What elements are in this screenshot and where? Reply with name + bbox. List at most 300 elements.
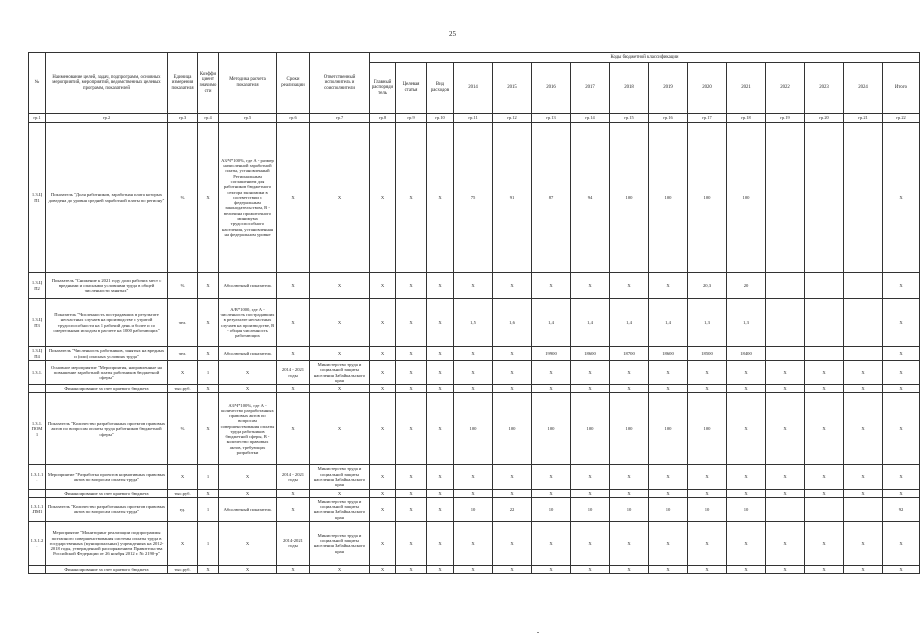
table-cell: X bbox=[727, 465, 766, 489]
row-code: 1.3.ЦП1 bbox=[29, 123, 46, 273]
table-cell: % bbox=[168, 123, 198, 273]
column-number: гр.19 bbox=[766, 114, 805, 123]
table-cell: X bbox=[370, 299, 396, 347]
header-year: 2019 bbox=[649, 63, 688, 114]
table-row bbox=[29, 273, 920, 299]
header-year: 2020 bbox=[688, 63, 727, 114]
table-cell: X bbox=[277, 299, 310, 347]
table-cell: X bbox=[454, 273, 493, 299]
table-cell: X bbox=[766, 565, 805, 573]
table-cell: X bbox=[727, 393, 766, 465]
table-cell bbox=[766, 347, 805, 361]
table-cell: X bbox=[493, 521, 532, 565]
table-cell: X bbox=[883, 385, 920, 393]
column-number: гр.18 bbox=[727, 114, 766, 123]
table-cell: X bbox=[370, 347, 396, 361]
header-year: 2024 bbox=[844, 63, 883, 114]
table-cell: X bbox=[277, 497, 310, 521]
row-code: 1.3.1.2. bbox=[29, 521, 46, 565]
table-cell: X bbox=[370, 385, 396, 393]
table-cell: X bbox=[649, 273, 688, 299]
header-year: 2018 bbox=[610, 63, 649, 114]
table-cell: 100 bbox=[649, 123, 688, 273]
table-cell: X bbox=[649, 521, 688, 565]
column-number: гр.6 bbox=[277, 114, 310, 123]
table-cell: X bbox=[688, 465, 727, 489]
table-cell bbox=[766, 273, 805, 299]
table-cell: 100 bbox=[649, 393, 688, 465]
table-cell: X bbox=[370, 497, 396, 521]
table-cell: X bbox=[277, 347, 310, 361]
table-cell: Абсолютный показатель bbox=[219, 273, 277, 299]
table-cell: 91 bbox=[493, 123, 532, 273]
table-cell: X bbox=[396, 347, 427, 361]
table-cell: 10 bbox=[610, 497, 649, 521]
header-period: Сроки реализации bbox=[277, 53, 310, 114]
table-cell: X bbox=[198, 123, 219, 273]
table-cell: X bbox=[844, 521, 883, 565]
table-cell: X bbox=[766, 361, 805, 385]
column-number: гр.13 bbox=[532, 114, 571, 123]
table-cell: X bbox=[883, 347, 920, 361]
table-cell: 100 bbox=[532, 393, 571, 465]
table-cell: X bbox=[610, 489, 649, 497]
table-cell: X bbox=[277, 565, 310, 573]
row-name: Финансирование за счет краевого бюджета bbox=[46, 565, 168, 573]
row-name: Основное мероприятие "Мероприятия, направленные на повышение заработной платы работников бюджетной сферы" bbox=[46, 361, 168, 385]
table-cell bbox=[805, 299, 844, 347]
row-name: Показатель "Доля работников, заработная плата которых доведена до уровня средней заработной платы по региону" bbox=[46, 123, 168, 273]
table-cell: X bbox=[571, 465, 610, 489]
table-cell: X bbox=[277, 393, 310, 465]
table-cell: X bbox=[198, 347, 219, 361]
table-cell: X bbox=[649, 465, 688, 489]
column-number: гр.10 bbox=[427, 114, 454, 123]
table-row bbox=[29, 361, 920, 385]
table-cell: X bbox=[396, 497, 427, 521]
table-cell: Министерство труда и социальной защиты населения Забайкальского края bbox=[310, 465, 370, 489]
table-cell: X bbox=[883, 361, 920, 385]
table-cell: X bbox=[844, 565, 883, 573]
table-cell bbox=[766, 497, 805, 521]
table-cell: 2014-2021 годы bbox=[277, 521, 310, 565]
header-total: Итого bbox=[883, 63, 920, 114]
table-cell: 94 bbox=[571, 123, 610, 273]
table-cell: X bbox=[427, 299, 454, 347]
table-cell: X bbox=[571, 361, 610, 385]
row-name: Показатель "Численность работников, занятых на вредных и (или) опасных условиях труда" bbox=[46, 347, 168, 361]
row-code bbox=[29, 489, 46, 497]
table-cell: X bbox=[649, 565, 688, 573]
table-cell bbox=[844, 123, 883, 273]
table-cell: X bbox=[805, 565, 844, 573]
table-cell: X bbox=[427, 347, 454, 361]
table-cell: X bbox=[493, 489, 532, 497]
table-row bbox=[29, 521, 920, 565]
table-cell: X bbox=[454, 361, 493, 385]
table-cell: X bbox=[532, 385, 571, 393]
table-cell: тыс.руб. bbox=[168, 385, 198, 393]
table-cell bbox=[805, 273, 844, 299]
table-cell: 10 bbox=[649, 497, 688, 521]
table-cell: X bbox=[766, 489, 805, 497]
header-unit: Единица измерения показателя bbox=[168, 53, 198, 114]
table-cell: X bbox=[396, 361, 427, 385]
table-cell: X bbox=[427, 361, 454, 385]
table-cell: X bbox=[396, 299, 427, 347]
table-cell: X bbox=[805, 489, 844, 497]
table-cell: X bbox=[454, 347, 493, 361]
table-cell: X bbox=[370, 565, 396, 573]
table-cell: X bbox=[688, 489, 727, 497]
table-cell: X bbox=[277, 489, 310, 497]
table-cell: 1 bbox=[198, 361, 219, 385]
table-cell: X bbox=[396, 521, 427, 565]
table-cell: X bbox=[532, 465, 571, 489]
table-cell: X bbox=[727, 361, 766, 385]
table-row bbox=[29, 385, 920, 393]
table-cell: X bbox=[370, 465, 396, 489]
table-cell: X bbox=[610, 361, 649, 385]
table-cell: 1,5 bbox=[454, 299, 493, 347]
header-year: 2022 bbox=[766, 63, 805, 114]
table-cell: X bbox=[370, 393, 396, 465]
row-code: 1.3.1.1. bbox=[29, 465, 46, 489]
table-cell: 1,3 bbox=[688, 299, 727, 347]
table-cell: X bbox=[493, 385, 532, 393]
table-cell: X bbox=[168, 361, 198, 385]
table-cell: X bbox=[571, 273, 610, 299]
table-cell: X bbox=[727, 565, 766, 573]
table-cell: X bbox=[805, 385, 844, 393]
table-cell: X bbox=[493, 273, 532, 299]
table-cell: 100 bbox=[727, 123, 766, 273]
table-cell: % bbox=[168, 393, 198, 465]
table-cell: 87 bbox=[532, 123, 571, 273]
table-cell: X bbox=[766, 385, 805, 393]
table-cell: X bbox=[727, 521, 766, 565]
table-body bbox=[29, 114, 920, 574]
table-cell: X bbox=[310, 299, 370, 347]
header-coef: Коэффициент значимости bbox=[198, 53, 219, 114]
table-cell: X bbox=[370, 521, 396, 565]
header-year: 2016 bbox=[532, 63, 571, 114]
header-name: Наименование целей, задач, подпрограмм, основных мероприятий, мероприятий, ведомственных целевых программ, показателей bbox=[46, 53, 168, 114]
table-cell: X bbox=[844, 361, 883, 385]
column-number: гр.20 bbox=[805, 114, 844, 123]
table-cell: 20 bbox=[727, 273, 766, 299]
table-cell: X bbox=[610, 565, 649, 573]
table-cell: X bbox=[396, 123, 427, 273]
table-cell: X bbox=[310, 565, 370, 573]
table-cell: 1,3 bbox=[727, 299, 766, 347]
table-cell: 100 bbox=[610, 393, 649, 465]
table-cell: X bbox=[396, 565, 427, 573]
table-row bbox=[29, 497, 920, 521]
row-code: 1.3.ЦП4 bbox=[29, 347, 46, 361]
table-cell: 18600 bbox=[649, 347, 688, 361]
header-method: Методика расчета показателя bbox=[219, 53, 277, 114]
table-cell: 100 bbox=[610, 123, 649, 273]
table-cell: тыс.руб. bbox=[168, 565, 198, 573]
column-number: гр.8 bbox=[370, 114, 396, 123]
table-cell: X bbox=[198, 273, 219, 299]
table-cell bbox=[766, 299, 805, 347]
table-cell: X bbox=[198, 565, 219, 573]
table-cell bbox=[805, 123, 844, 273]
table-cell bbox=[844, 273, 883, 299]
table-cell: 20,3 bbox=[688, 273, 727, 299]
header-bcc-group: Коды бюджетной классификации bbox=[370, 53, 920, 63]
table-cell: X bbox=[883, 273, 920, 299]
table-row bbox=[29, 299, 920, 347]
table-cell: ед. bbox=[168, 497, 198, 521]
table-cell: X bbox=[883, 393, 920, 465]
table-cell: X bbox=[532, 521, 571, 565]
table-cell: X bbox=[610, 385, 649, 393]
table-cell: X bbox=[571, 489, 610, 497]
row-name: Показатель "Снижение к 2021 году доли рабочих мест с вредными и опасными условиями труда в общей численности занятых" bbox=[46, 273, 168, 299]
table-cell: X bbox=[610, 273, 649, 299]
row-name: Финансирование за счет краевого бюджета bbox=[46, 385, 168, 393]
table-cell: X bbox=[370, 361, 396, 385]
table-cell: X bbox=[454, 489, 493, 497]
table-cell: X bbox=[198, 393, 219, 465]
table-cell: А/В*1000, где А - численность пострадавших в результате несчастных случаев на производстве, В - общая численность работающих bbox=[219, 299, 277, 347]
table-cell: X bbox=[844, 385, 883, 393]
table-cell: 100 bbox=[493, 393, 532, 465]
header-year: 2023 bbox=[805, 63, 844, 114]
table-cell: X bbox=[370, 123, 396, 273]
table-cell: X bbox=[427, 489, 454, 497]
table-cell: X bbox=[310, 489, 370, 497]
column-number-row bbox=[29, 114, 920, 123]
table-cell bbox=[805, 497, 844, 521]
table-cell: 18500 bbox=[688, 347, 727, 361]
column-number: гр.2 bbox=[46, 114, 168, 123]
table-cell: X bbox=[883, 565, 920, 573]
column-number: гр.17 bbox=[688, 114, 727, 123]
table-cell: X bbox=[427, 497, 454, 521]
table-cell: X bbox=[805, 521, 844, 565]
table-cell: X bbox=[493, 347, 532, 361]
table-cell: X bbox=[571, 385, 610, 393]
table-cell: X bbox=[766, 465, 805, 489]
row-name: Показатель "Количество разработанных проектов правовых актов по вопросам оплаты труда" bbox=[46, 497, 168, 521]
table-cell: X bbox=[493, 361, 532, 385]
row-code: 1.3.1.ПОМ1 bbox=[29, 393, 46, 465]
table-cell: X bbox=[805, 393, 844, 465]
header-year: 2014 bbox=[454, 63, 493, 114]
table-cell: X bbox=[532, 361, 571, 385]
table-cell: X bbox=[454, 565, 493, 573]
table-cell: X bbox=[766, 393, 805, 465]
table-cell: X bbox=[370, 489, 396, 497]
table-cell: X bbox=[396, 393, 427, 465]
table-cell: X bbox=[532, 489, 571, 497]
table-row bbox=[29, 565, 920, 573]
table-cell: 18400 bbox=[727, 347, 766, 361]
row-code bbox=[29, 385, 46, 393]
table-cell: X bbox=[277, 273, 310, 299]
table-cell: X bbox=[844, 465, 883, 489]
column-number: гр.9 bbox=[396, 114, 427, 123]
table-cell: X bbox=[427, 565, 454, 573]
table-cell: X bbox=[883, 521, 920, 565]
header-target-article: Целевая статья bbox=[396, 63, 427, 114]
table-cell: X bbox=[766, 521, 805, 565]
table-cell: 1,4 bbox=[571, 299, 610, 347]
row-name: Финансирование за счет краевого бюджета bbox=[46, 489, 168, 497]
row-code: 1.3.ЦП3 bbox=[29, 299, 46, 347]
table-cell: X bbox=[493, 465, 532, 489]
table-cell: X bbox=[727, 489, 766, 497]
table-cell: X bbox=[571, 565, 610, 573]
row-name: Мероприятие "Мониторинг реализации подпрограммы поэтапного совершенствования системы оплаты труда в государственных (муниципальных) учреждениях на 2012-2018 годы, утвержденной распоряжением Правительства Российской Федерации от 26 ноября 2012 г. № 2190-р" bbox=[46, 521, 168, 565]
table-cell: X bbox=[454, 465, 493, 489]
table-cell: 1,4 bbox=[532, 299, 571, 347]
table-cell: X bbox=[610, 465, 649, 489]
table-cell: 1 bbox=[198, 497, 219, 521]
table-cell: X bbox=[688, 565, 727, 573]
table-cell: X bbox=[532, 273, 571, 299]
table-row bbox=[29, 393, 920, 465]
table-cell: X bbox=[805, 465, 844, 489]
table-cell: X bbox=[168, 521, 198, 565]
table-cell: X bbox=[168, 465, 198, 489]
table-cell: 2014 - 2021 годы bbox=[277, 465, 310, 489]
table-cell: X bbox=[310, 273, 370, 299]
row-code: 1.3.ЦП2 bbox=[29, 273, 46, 299]
table-row bbox=[29, 465, 920, 489]
column-number: гр.4 bbox=[198, 114, 219, 123]
table-row bbox=[29, 489, 920, 497]
header-year: 2021 bbox=[727, 63, 766, 114]
table-cell: X bbox=[427, 123, 454, 273]
table-cell: 18600 bbox=[571, 347, 610, 361]
table-cell: чел. bbox=[168, 347, 198, 361]
column-number: гр.12 bbox=[493, 114, 532, 123]
header-grbs: Главный распорядитель bbox=[370, 63, 396, 114]
table-cell: X bbox=[277, 123, 310, 273]
row-name: Мероприятие "Разработка проектов нормативных правовых актов по вопросам оплаты труда" bbox=[46, 465, 168, 489]
table-cell: X bbox=[805, 361, 844, 385]
column-number: гр.22 bbox=[883, 114, 920, 123]
program-table bbox=[28, 52, 920, 574]
table-cell: X bbox=[454, 521, 493, 565]
table-cell: X bbox=[277, 385, 310, 393]
table-cell: X bbox=[198, 385, 219, 393]
table-cell: X bbox=[688, 385, 727, 393]
column-number: гр.16 bbox=[649, 114, 688, 123]
table-cell: % bbox=[168, 273, 198, 299]
table-cell: X bbox=[649, 489, 688, 497]
table-cell: 1 bbox=[198, 521, 219, 565]
table-cell: X bbox=[310, 123, 370, 273]
table-row bbox=[29, 123, 920, 273]
table-cell: X bbox=[454, 385, 493, 393]
row-name: Показатель "Численность пострадавших в результате несчастных случаев на производстве с утратой трудоспособности на 1 рабочий день и более и со смертельным исходом в расчете на 1000 работающих" bbox=[46, 299, 168, 347]
column-number: гр.15 bbox=[610, 114, 649, 123]
table-cell: X bbox=[532, 565, 571, 573]
table-cell: тыс.руб. bbox=[168, 489, 198, 497]
table-cell: 100 bbox=[688, 393, 727, 465]
table-cell: Министерство труда и социальной защиты населения Забайкальского края bbox=[310, 497, 370, 521]
row-name: Показатель "Количество разработанных проектов правовых актов по вопросам оплаты труда работников бюджетной сферы" bbox=[46, 393, 168, 465]
table-cell: X bbox=[310, 393, 370, 465]
table-cell: 10 bbox=[532, 497, 571, 521]
column-number: гр.14 bbox=[571, 114, 610, 123]
table-cell: X bbox=[844, 489, 883, 497]
table-cell: АЗ/Ч*100%, где А - количество разработанных правовых актов по вопросам совершенствования оплаты труда работников бюджетной сферы, В - количество правовых актов, требующих разработки bbox=[219, 393, 277, 465]
page-number: 25 bbox=[449, 30, 456, 38]
table-cell: Министерство труда и социальной защиты населения Забайкальского края bbox=[310, 361, 370, 385]
table-cell: 100 bbox=[454, 393, 493, 465]
table-cell: X bbox=[396, 465, 427, 489]
table-cell: X bbox=[493, 565, 532, 573]
table-cell: 19900 bbox=[532, 347, 571, 361]
table-cell: 100 bbox=[688, 123, 727, 273]
table-cell: X bbox=[688, 521, 727, 565]
table-cell: X bbox=[427, 393, 454, 465]
table-cell: 92 bbox=[883, 497, 920, 521]
column-number: гр.11 bbox=[454, 114, 493, 123]
table-cell: 1,6 bbox=[493, 299, 532, 347]
table-cell bbox=[766, 123, 805, 273]
column-number: гр.5 bbox=[219, 114, 277, 123]
table-cell bbox=[844, 497, 883, 521]
table-cell: X bbox=[219, 361, 277, 385]
table-cell bbox=[844, 347, 883, 361]
table-cell: X bbox=[427, 385, 454, 393]
table-cell: 1,4 bbox=[649, 299, 688, 347]
table-cell: X bbox=[198, 299, 219, 347]
table-cell: X bbox=[427, 521, 454, 565]
header-year: 2015 bbox=[493, 63, 532, 114]
table-cell: X bbox=[610, 521, 649, 565]
table-cell: X bbox=[649, 385, 688, 393]
table-cell: 10 bbox=[727, 497, 766, 521]
table-cell: 10 bbox=[454, 497, 493, 521]
table-cell: X bbox=[883, 465, 920, 489]
table-cell: 18700 bbox=[610, 347, 649, 361]
row-code: 1.3.1. bbox=[29, 361, 46, 385]
table-cell: X bbox=[310, 347, 370, 361]
table-cell: X bbox=[219, 521, 277, 565]
table-cell: X bbox=[396, 273, 427, 299]
row-code: 1.3.1.1.ПМ1 bbox=[29, 497, 46, 521]
row-code bbox=[29, 565, 46, 573]
header-responsible: Ответственный исполнитель и соисполнители bbox=[310, 53, 370, 114]
table-cell: X bbox=[219, 465, 277, 489]
table-cell: X bbox=[649, 361, 688, 385]
table-cell: X bbox=[219, 489, 277, 497]
header-no: № bbox=[29, 53, 46, 114]
table-cell: 1,4 bbox=[610, 299, 649, 347]
table-cell: X bbox=[844, 393, 883, 465]
table-cell: X bbox=[883, 489, 920, 497]
column-number: гр.1 bbox=[29, 114, 46, 123]
table-cell: 2014 - 2021 годы bbox=[277, 361, 310, 385]
table-cell: 75 bbox=[454, 123, 493, 273]
scan-mark bbox=[537, 632, 539, 633]
table-cell: X bbox=[427, 273, 454, 299]
table-cell: X bbox=[727, 385, 766, 393]
table-cell: X bbox=[219, 565, 277, 573]
table-cell: Абсолютный показатель bbox=[219, 347, 277, 361]
table-cell: X bbox=[219, 385, 277, 393]
table-cell: X bbox=[198, 489, 219, 497]
